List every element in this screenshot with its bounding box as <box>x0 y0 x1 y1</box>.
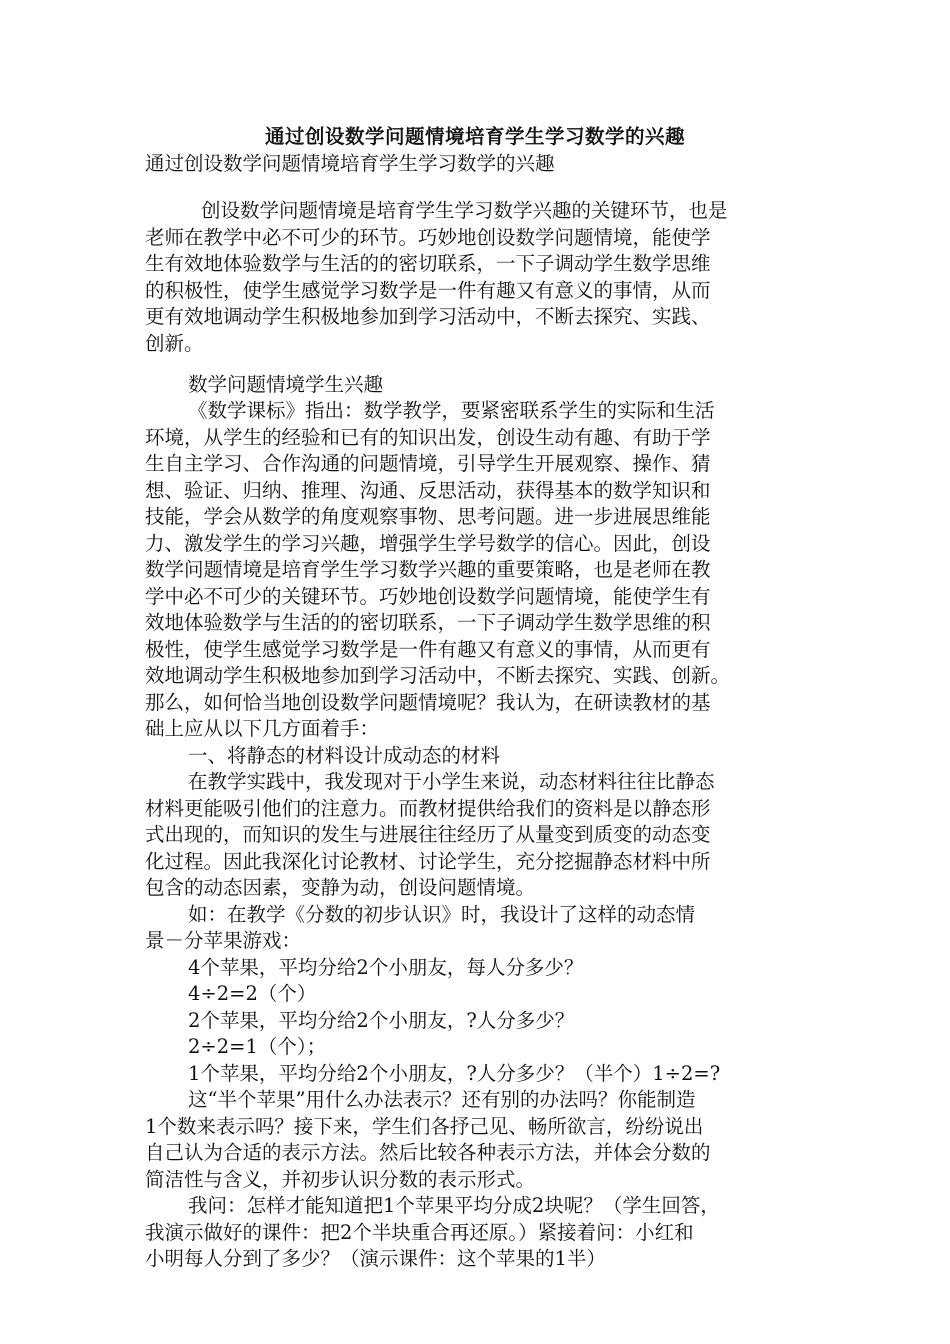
document-subtitle: 通过创设数学问题情境培育学生学习数学的兴趣 <box>145 152 555 175</box>
text-line: 那么，如何恰当地创设数学问题情境呢？我认为，在研读教材的基 <box>145 690 711 714</box>
text-line: 化过程。因此我深化讨论教材、讨论学生，充分挖掘静态材料中所 <box>145 849 711 873</box>
text-line: 力、激发学生的学习兴趣，增强学生学号数学的信心。因此，创设 <box>145 531 711 555</box>
text-line: 创设数学问题情境是培育学生学习数学兴趣的关键环节，也是 <box>201 199 728 222</box>
text-line: 包含的动态因素，变静为动，创设问题情境。 <box>145 876 536 899</box>
text-line: 景－分苹果游戏： <box>145 929 302 952</box>
text-line: 材料更能吸引他们的注意力。而教材提供给我们的资料是以静态形 <box>145 796 711 820</box>
text-line: 如：在教学《分数的初步认识》时，我设计了这样的动态情 <box>188 902 696 926</box>
example-line: 4÷2=2（个） <box>188 982 317 1005</box>
text-line: 数学问题情境是培育学生学习数学兴趣的重要策略，也是老师在教 <box>145 558 711 581</box>
text-line: 创新。 <box>145 331 204 355</box>
text-line: 的积极性，使学生感觉学习数学是一件有趣又有意义的事情，从而 <box>145 278 711 302</box>
example-line: 4个苹果，平均分给2个小朋友，每人分多少？ <box>188 955 584 979</box>
section-heading: 一、将静态的材料设计成动态的材料 <box>188 743 501 767</box>
text-line: 简洁性与含义，并初步认识分数的表示形式。 <box>145 1167 536 1191</box>
text-line: 效地调动学生积极地参加到学习活动中，不断去探究、实践、创新。 <box>145 664 731 687</box>
text-line: 自己认为合适的表示方法。然后比较各种表示方法，并体会分数的 <box>145 1141 711 1164</box>
paragraph-curriculum <box>145 398 805 1273</box>
text-line: 式出现的，而知识的发生与进展往往经历了从量变到质变的动态变 <box>145 823 711 846</box>
text-line: 效地体验数学与生活的的密切联系，一下子调动学生数学思维的积 <box>145 611 711 634</box>
keywords <box>145 372 805 399</box>
text-line: 更有效地调动学生积极地参加到学习活动中，不断去探究、实践、 <box>145 305 711 328</box>
text-line: 生有效地体验数学与生活的的密切联系，一下子调动学生数学思维 <box>145 252 711 275</box>
keywords-text: 数学问题情境学生兴趣 <box>188 373 384 396</box>
text-line: 1个数来表示吗？接下来，学生们各抒己见、畅所欲言，纷纷说出 <box>145 1114 704 1138</box>
example-line: 2÷2=1（个）； <box>188 1035 327 1058</box>
document-title: 通过创设数学问题情境培育学生学习数学的兴趣 <box>264 125 685 148</box>
text-line: 我问：怎样才能知道把1个苹果平均分成2块呢？（学生回答， <box>188 1194 720 1217</box>
text-line: 这“半个苹果”用什么办法表示？还有别的办法吗？你能制造 <box>188 1088 696 1111</box>
text-line: 《数学课标》指出：数学教学，要紧密联系学生的实际和生活 <box>188 399 715 422</box>
text-line: 老师在教学中必不可少的环节。巧妙地创设数学问题情境，能使学 <box>145 225 711 249</box>
text-line: 环境，从学生的经验和已有的知识出发，创设生动有趣、有助于学 <box>145 425 711 449</box>
text-line: 在教学实践中，我发现对于小学生来说，动态材料往往比静态 <box>188 770 715 793</box>
text-line: 生自主学习、合作沟通的问题情境，引导学生开展观察、操作、猜 <box>145 452 711 475</box>
paragraph-intro <box>145 198 805 357</box>
text-line: 我演示做好的课件：把2个半块重合再还原。）紧接着问：小红和 <box>145 1220 694 1244</box>
example-line: 1个苹果，平均分给2个小朋友，?人分多少？（半个）1÷2=? <box>188 1061 721 1085</box>
text-line: 学中必不可少的关键环节。巧妙地创设数学问题情境，能使学生有 <box>145 584 711 608</box>
text-line: 础上应从以下几方面着手： <box>145 717 380 740</box>
text-line: 小明每人分到了多少？（演示课件：这个苹果的1半） <box>145 1247 606 1270</box>
text-line: 想、验证、归纳、推理、沟通、反思活动，获得基本的数学知识和 <box>145 478 711 502</box>
text-line: 极性，使学生感觉学习数学是一件有趣又有意义的事情，从而更有 <box>145 637 711 661</box>
example-line: 2个苹果，平均分给2个小朋友，?人分多少？ <box>188 1008 575 1032</box>
text-line: 技能，学会从数学的角度观察事物、思考问题。进一步进展思维能 <box>145 505 711 528</box>
